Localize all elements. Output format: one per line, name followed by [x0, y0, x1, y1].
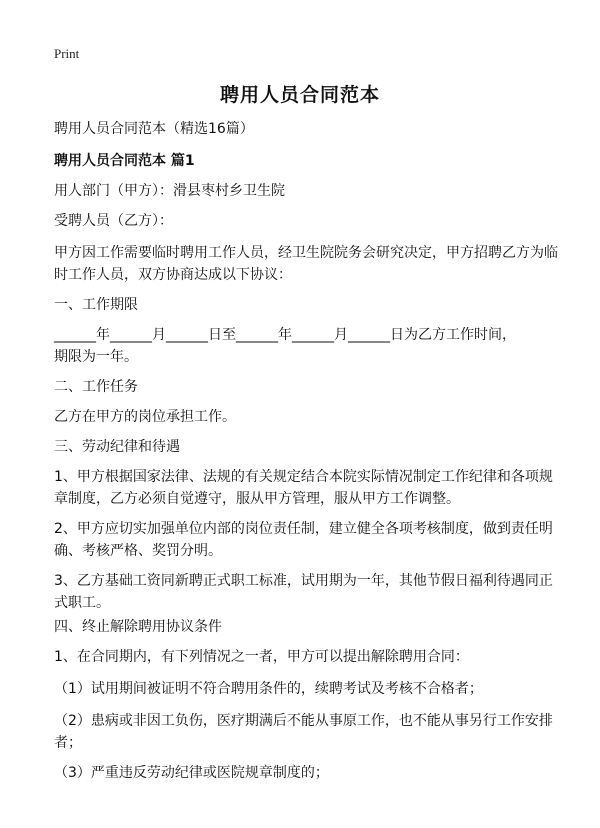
document-subtitle: 聘用人员合同范本（精选16篇）	[54, 121, 254, 137]
employer-line: 用人部门（甲方）：滑县枣村乡卫生院	[54, 183, 285, 199]
print-label: Print	[54, 46, 80, 61]
document-title: 聘用人员合同范本	[219, 84, 380, 106]
termination-item-3: （3）严重违反劳动纪律或医院规章制度的；	[54, 765, 329, 781]
task-line: 乙方在甲方的岗位承担工作。	[54, 409, 236, 425]
clause-3-line-1: 3、乙方基础工资同新聘正式职工标准，试用期为一年，其他节假日福利待遇同正	[54, 573, 553, 589]
termination-item-1: （1）试用期间被证明不符合聘用条件的，续聘考试及考核不合格者；	[54, 681, 483, 697]
heading-work-term: 一、工作期限	[54, 297, 138, 313]
clause-3-line-2: 式职工。	[54, 595, 110, 611]
clause-1-line-2: 章制度，乙方必须自觉遵守，服从甲方管理，服从甲方工作调整。	[54, 491, 460, 507]
termination-item-2-line-1: （2）患病或非因工负伤，医疗期满后不能从事原工作，也不能从事另行工作安排	[54, 713, 553, 729]
termination-clause-1: 1、在合同期内，有下列情况之一者，甲方可以提出解除聘用合同：	[54, 649, 469, 665]
intro-line-2: 时工作人员，双方协商达成以下协议：	[54, 267, 292, 283]
term-line-2: 期限为一年。	[54, 349, 138, 365]
termination-item-2-line-2: 者；	[54, 735, 82, 751]
heading-work-task: 二、工作任务	[54, 379, 138, 395]
clause-1-line-1: 1、甲方根据国家法律、法规的有关规定结合本院实际情况制定工作纪律和各项规	[54, 469, 553, 485]
clause-2-line-2: 确、考核严格、奖罚分明。	[54, 543, 222, 559]
clause-2-line-1: 2、甲方应切实加强单位内部的岗位责任制，建立健全各项考核制度，做到责任明	[54, 521, 553, 537]
intro-line-1: 甲方因工作需要临时聘用工作人员，经卫生院院务会研究决定，甲方招聘乙方为临	[54, 245, 558, 261]
employee-line: 受聘人员（乙方）：	[54, 213, 173, 229]
heading-discipline: 三、劳动纪律和待遇	[54, 439, 180, 455]
section-title: 聘用人员合同范本 篇1	[54, 153, 195, 169]
heading-termination: 四、终止解除聘用协议条件	[54, 619, 222, 635]
term-line-1: ______年______月______日至______年______月______日为乙方工作时间，	[54, 327, 516, 343]
